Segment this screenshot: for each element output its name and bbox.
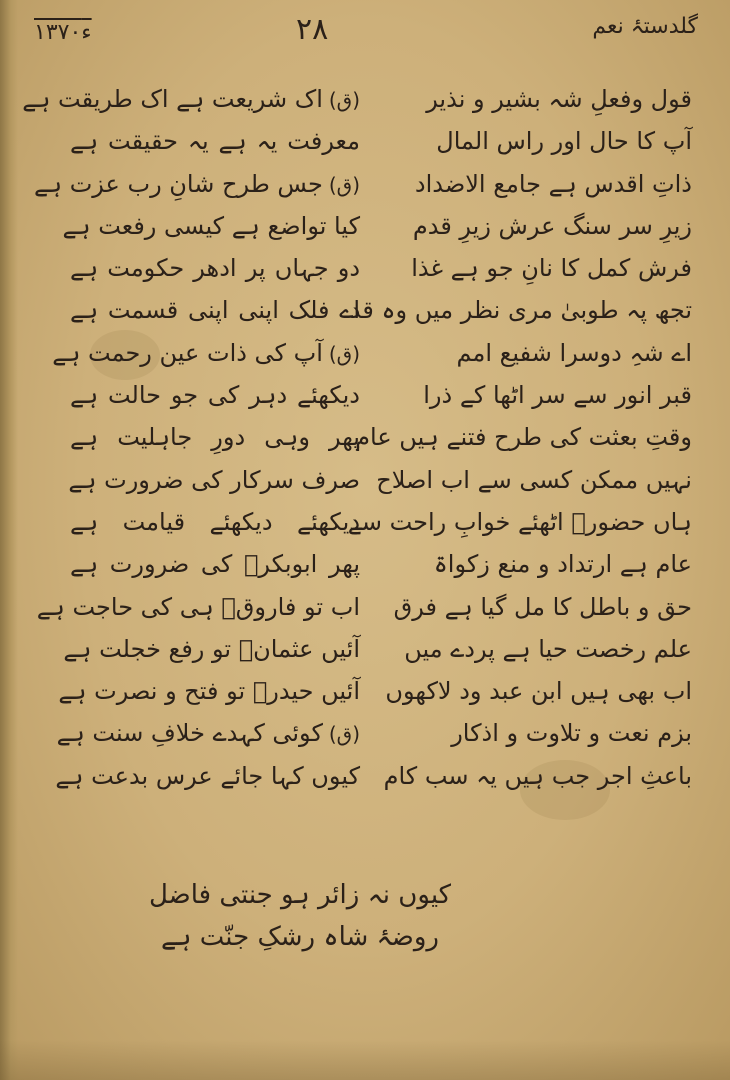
verse-text: زیرِ سر سنگ عرش زیرِ قدم	[412, 211, 692, 240]
left-verse-line	[55, 755, 360, 797]
verse-text: حق و باطل کا مل گیا ہے فرق	[393, 592, 692, 621]
verse-text: صرف سرکار کی ضرورت ہے	[68, 465, 360, 494]
verse-text: آئیں عثمانؓ تو رفع خجلت ہے	[63, 634, 360, 663]
verse-text: اے فلک اپنی اپنی قسمت ہے	[70, 296, 360, 325]
right-verse-line	[392, 78, 692, 120]
running-title: گلدستۂ نعم	[592, 14, 698, 39]
verse-text: وقتِ بعثت کی طرح فتنے ہیں عام	[355, 423, 692, 452]
right-verse-column	[347, 78, 692, 797]
right-verse-line	[385, 670, 692, 712]
closing-verse-line-1: کیوں نہ زائر ہو جنتی فاضل	[148, 880, 452, 910]
right-verse-line	[376, 459, 692, 501]
verse-text: علم رخصت حیا ہے پردے میں	[404, 634, 692, 663]
qita-marker: (ق)	[328, 172, 360, 197]
right-verse-line	[392, 120, 692, 162]
left-verse-line	[70, 374, 360, 416]
verse-text: قبر انور سے سر اٹھا کے ذرا	[423, 381, 692, 410]
left-verse-column	[22, 78, 360, 797]
page-bottom-shade	[0, 1040, 730, 1080]
right-verse-line	[347, 501, 692, 543]
verse-text: کیا تواضع ہے کیسی رفعت ہے	[62, 211, 360, 240]
verse-text: اب تو فاروقؓ ہی کی حاجت ہے	[36, 592, 360, 621]
left-verse-line	[70, 501, 360, 543]
verse-text: ذاتِ اقدس ہے جامع الاضداد	[414, 169, 692, 198]
right-verse-line	[392, 247, 692, 289]
qita-marker: (ق)	[328, 341, 360, 366]
verse-text: باعثِ اجر جب ہیں یہ سب کام	[383, 761, 692, 790]
verse-text: آپ کا حال اور راس المال	[436, 127, 692, 156]
verse-text: جس طرح شانِ رب عزت ہے	[33, 169, 323, 198]
left-verse-line	[63, 628, 360, 670]
verse-text: دو جہاں پر ادھر حکومت ہے	[70, 254, 360, 283]
right-verse-line	[383, 755, 692, 797]
right-verse-line	[392, 712, 692, 754]
page-number: ۲۸	[296, 12, 329, 47]
publication-year: ۱۳۷۰ء	[34, 20, 92, 45]
left-verse-line	[70, 247, 360, 289]
right-verse-line	[392, 374, 692, 416]
left-verse-line	[70, 289, 360, 331]
verse-text: کیوں کہا جائے عرس بدعت ہے	[55, 761, 360, 790]
verse-text: اے شہِ دوسرا شفیع امم	[456, 338, 692, 367]
left-verse-line	[36, 586, 360, 628]
verse-text: معرفت یہ ہے یہ حقیقت ہے	[70, 127, 360, 156]
right-verse-line	[349, 289, 692, 331]
left-verse-line	[58, 670, 360, 712]
verse-text: پھر ابوبکرؓ کی ضرورت ہے	[70, 550, 360, 579]
verse-text: پھر وہی دورِ جاہلیت ہے	[70, 423, 360, 452]
closing-verse-line-2: روضۂ شاہ رشکِ جنّت ہے	[161, 922, 439, 952]
verse-text: فرش کمل کا نانِ جو ہے غذا	[411, 254, 692, 283]
verse-text: عام ہے ارتداد و منع زکواۃ	[433, 550, 692, 579]
qita-marker: (ق)	[328, 722, 360, 747]
verse-text: کوئی کہدے خلافِ سنت ہے	[56, 719, 323, 748]
verse-text: اب بھی ہیں ابن عبد ود لاکھوں	[385, 677, 692, 706]
verse-text: آپ کی ذات عین رحمت ہے	[52, 338, 323, 367]
right-verse-line	[392, 332, 692, 374]
right-verse-line	[392, 586, 692, 628]
right-verse-line	[355, 416, 692, 458]
left-verse-line	[52, 332, 360, 374]
left-verse-line	[62, 205, 360, 247]
left-verse-line	[70, 543, 360, 585]
page-spine-shadow	[0, 0, 18, 1080]
verse-text: اک شریعت ہے اک طریقت ہے	[22, 85, 323, 113]
right-verse-line	[392, 163, 692, 205]
verse-text: دیکھئے دہر کی جو حالت ہے	[70, 381, 360, 410]
left-verse-line	[70, 120, 360, 162]
verse-text: آئیں حیدرؓ تو فتح و نصرت ہے	[58, 677, 360, 706]
qita-marker: (ق)	[328, 88, 360, 112]
right-verse-line	[392, 543, 692, 585]
verse-text: ہاں حضورؐ اٹھئے خوابِ راحت سے	[347, 507, 692, 536]
left-verse-line	[56, 712, 360, 754]
verse-text: نہیں ممکن کسی سے اب اصلاح	[376, 465, 692, 494]
right-verse-line	[392, 205, 692, 247]
left-verse-line	[70, 459, 360, 501]
verse-text: دیکھئے دیکھئے قیامت ہے	[70, 507, 360, 536]
left-verse-line	[33, 163, 360, 205]
right-verse-line	[392, 628, 692, 670]
left-verse-line	[70, 416, 360, 458]
left-verse-line	[22, 78, 360, 120]
verse-text: تجھ پہ طوبیٰ مری نظر میں وہ قد	[349, 296, 692, 325]
verse-text: قول وفعلِ شہ بشیر و نذیر	[426, 85, 692, 113]
verse-text: بزم نعت و تلاوت و اذکار	[451, 719, 692, 748]
